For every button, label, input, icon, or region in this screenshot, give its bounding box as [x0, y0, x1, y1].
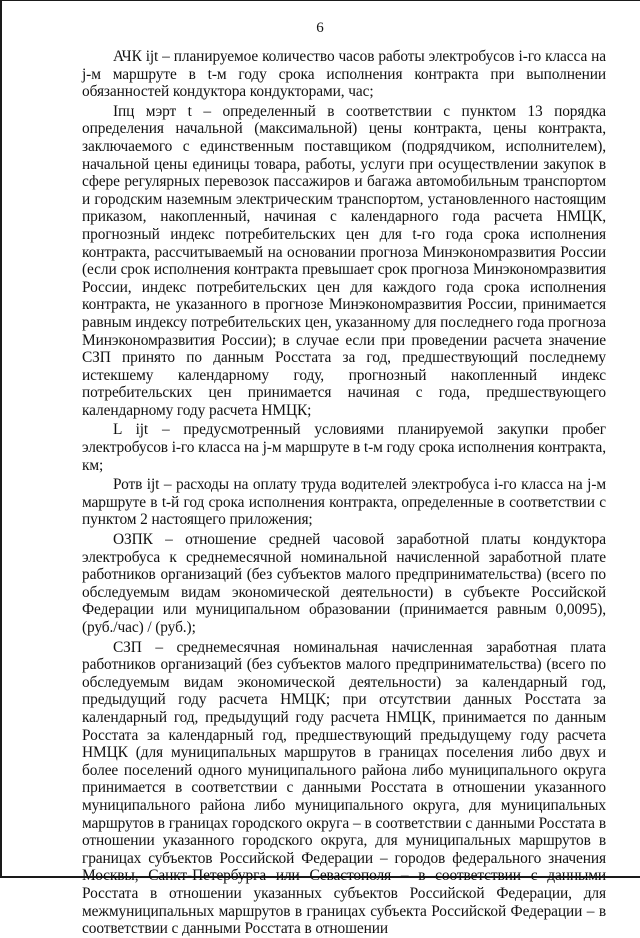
paragraph-mileage-definition: L ijt – предусмотренный условиями планируемой закупки пробег электробусов i-го класса на j-м маршруте в t-м году срока исполнения контракта, км;: [82, 421, 606, 474]
paragraph-ipc-definition: Iпц мэрт t – определенный в соответствии с пунктом 13 порядка определения начальной (максимальной) цены контракта, цены контракта, заключаемого с единственным поставщиком (подрядчиком, исполнителем), начальной цены единицы товара, работы, услуги при осуществлении закупок в сфере регулярных перевозок пассажиров и багажа автомобильным транспортом и городским наземным электрическим транспортом, установленного настоящим приказом, накопленный, начиная с календарного года расчета НМЦК, прогнозный индекс потребительских цен для t-го года срока исполнения контракта, рассчитываемый на основании прогноза Минэкономразвития России (если срок исполнения контракта превышает срок прогноза Минэкономразвития России, индекс потребительских цен для каждого года срока исполнения контракта, не указанного в прогнозе Минэкономразвития России, принимается равным индексу потребительских цен, указанному для последнего года прогноза Минэкономразвития России); в случае если при проведении расчета значение СЗП принято по данным Росстата за год, предшествующий последнему истекшему календарному году, прогнозный накопленный индекс потребительских цен принимается начиная с года, предшествующего календарному году расчета НМЦК;: [82, 102, 607, 419]
paragraph-ach-definition: АЧК ijt – планируемое количество часов работы электробусов i-го класса на j-м маршруте в t-м году срока исполнения контракта при выполнении обязанностей кондуктора кондукторами, час;: [82, 48, 606, 101]
page-number: 6: [316, 20, 324, 36]
paragraph-szp-definition: СЗП – среднемесячная номинальная начисленная заработная плата работников организаций (без субъектов малого предпринимательства) (всего по обследуемым видам экономической деятельности) за календарный год, предыдущий году расчета НМЦК; при отсутствии данных Росстата за календарный год, предыдущий году расчета НМЦК, принимается по данным Росстата за календарный год, предшествующий предыдущему году расчета НМЦК (для муниципальных маршрутов в границах поселения либо двух и более поселений одного муниципального района либо муниципального округа принимается в соответствии с данными Росстата в отношении указанного муниципального района либо муниципального округа, для муниципальных маршрутов в границах городского округа – в соответствии с данными Росстата в отношении указанного городского округа, для муниципальных маршрутов в границах субъектов Российской Федерации – городов федерального значения Москвы, Санкт-Петербурга или Севастополя – в соответствии с данными Росстата в отношении указанных субъектов Российской Федерации, для межмуниципальных маршрутов в границах субъекта Российской Федерации – в соответствии с данными Росстата в отношении: [82, 638, 606, 938]
document-body: [82, 48, 606, 938]
paragraph-driver-wages-definition: Ротв ijt – расходы на оплату труда водителей электробуса i-го класса на j-м маршруте в t-й год срока исполнения контракта, определенные в соответствии с пунктом 2 настоящего приложения;: [82, 476, 606, 529]
paragraph-ozp-definition: ОЗПК – отношение средней часовой заработной платы кондуктора электробуса к среднемесячной номинальной начисленной заработной плате работников организаций (без субъектов малого предпринимательства) (всего по обследуемым видам экономической деятельности) в субъекте Российской Федерации или муниципальном образовании (принимается равным 0,0095), (руб./час) / (руб.);: [82, 531, 606, 636]
